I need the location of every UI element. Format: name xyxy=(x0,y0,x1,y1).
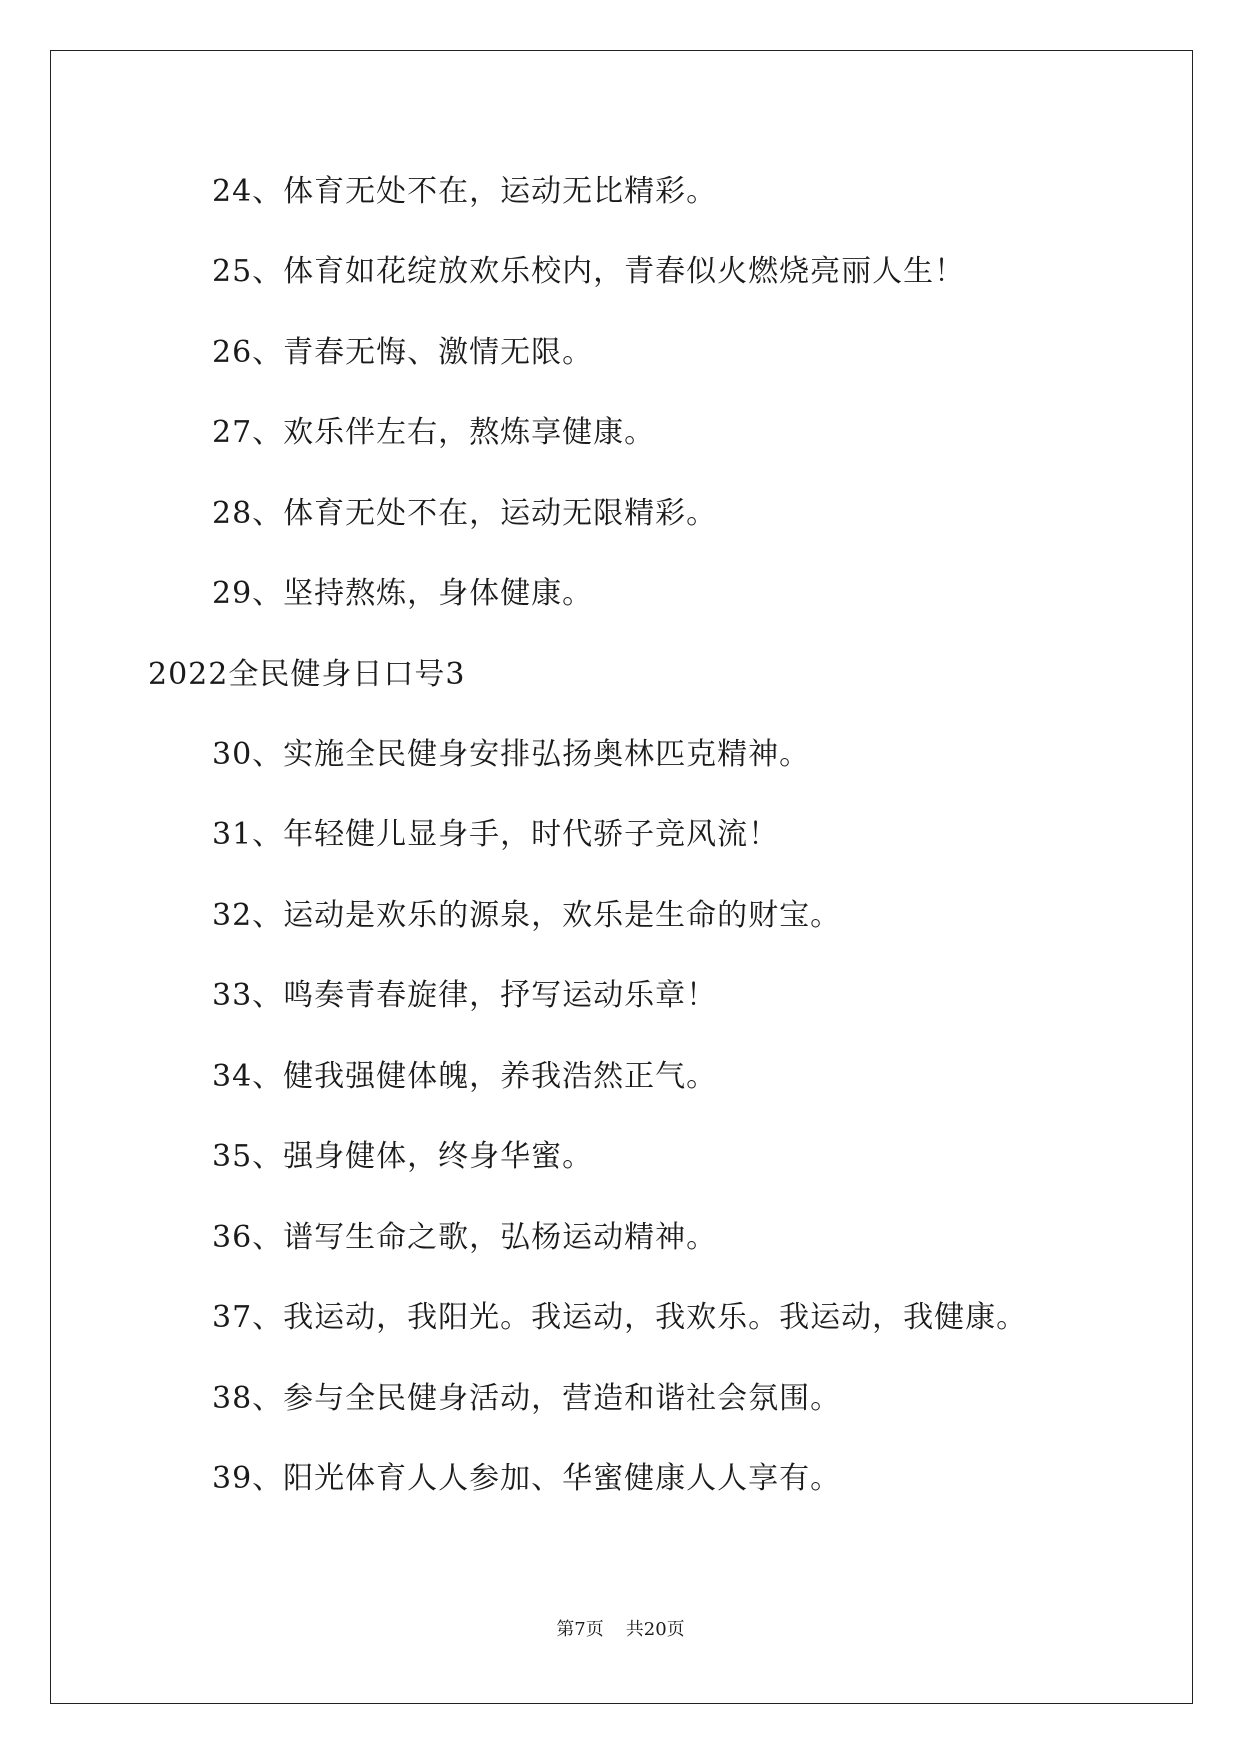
page-border xyxy=(50,50,1193,1704)
slogan-38: 38、参与全民健身活动，营造和谐社会氛围。 xyxy=(212,1381,842,1416)
current-page-label: 第7页 xyxy=(556,1619,604,1640)
slogan-28: 28、体育无处不在，运动无限精彩。 xyxy=(212,496,718,531)
total-pages-label: 共20页 xyxy=(625,1619,685,1640)
slogan-29: 29、坚持熬炼，身体健康。 xyxy=(212,576,594,611)
slogan-24: 24、体育无处不在，运动无比精彩。 xyxy=(212,174,718,209)
slogan-30: 30、实施全民健身安排弘扬奥林匹克精神。 xyxy=(212,737,811,772)
slogan-36: 36、谱写生命之歌，弘杨运动精神。 xyxy=(212,1220,718,1255)
slogan-35: 35、强身健体，终身华蜜。 xyxy=(212,1139,594,1174)
slogan-26: 26、青春无悔、激情无限。 xyxy=(212,335,594,370)
slogan-39: 39、阳光体育人人参加、华蜜健康人人享有。 xyxy=(212,1461,842,1496)
slogan-31: 31、年轻健儿显身手，时代骄子竞风流！ xyxy=(212,817,780,852)
slogan-37: 37、我运动，我阳光。我运动，我欢乐。我运动，我健康。 xyxy=(212,1300,1028,1335)
slogan-33: 33、鸣奏青春旋律，抒写运动乐章！ xyxy=(212,978,718,1013)
slogan-32: 32、运动是欢乐的源泉，欢乐是生命的财宝。 xyxy=(212,898,842,933)
slogan-27: 27、欢乐伴左右，熬炼享健康。 xyxy=(212,415,656,450)
slogan-34: 34、健我强健体魄，养我浩然正气。 xyxy=(212,1059,718,1094)
section-heading: 2022全民健身日口号3 xyxy=(148,657,466,692)
slogan-25: 25、体育如花绽放欢乐校内，青春似火燃烧亮丽人生！ xyxy=(212,254,966,289)
page-footer xyxy=(0,1618,1241,1642)
